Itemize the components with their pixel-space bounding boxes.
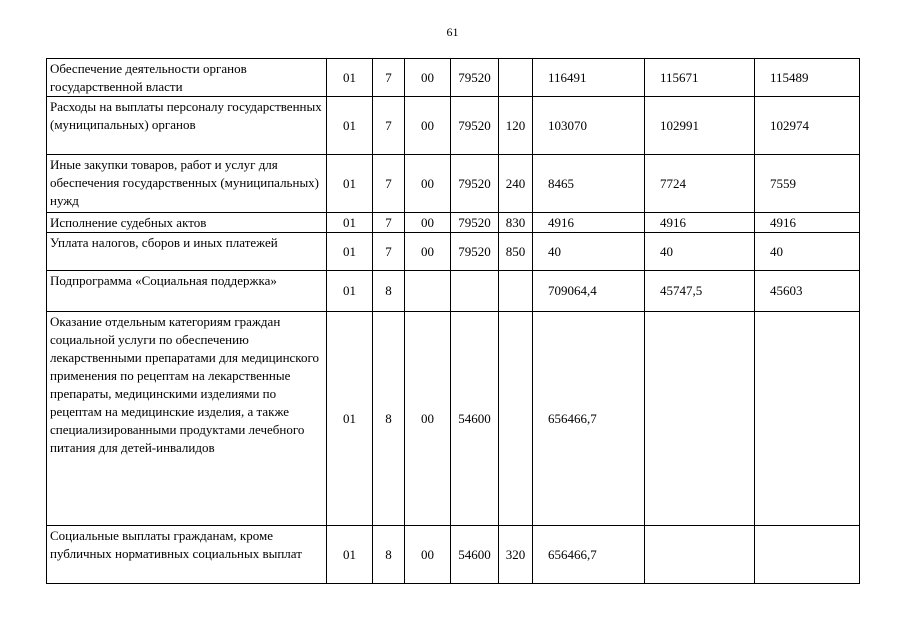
code-4: 79520: [451, 59, 499, 97]
code-3: [405, 271, 451, 312]
code-2: 7: [373, 155, 405, 213]
code-5: [499, 271, 533, 312]
code-1: 01: [327, 59, 373, 97]
row-name: Обеспечение деятельности органов государственной власти: [47, 59, 327, 97]
code-3: 00: [405, 97, 451, 155]
code-3: 00: [405, 213, 451, 233]
value-1: 656466,7: [533, 312, 645, 526]
value-3: 4916: [755, 213, 860, 233]
code-1: 01: [327, 271, 373, 312]
value-3: 102974: [755, 97, 860, 155]
value-1: 116491: [533, 59, 645, 97]
value-2: [645, 526, 755, 584]
code-4: 79520: [451, 213, 499, 233]
value-3: 40: [755, 233, 860, 271]
table-row: [47, 233, 860, 271]
code-5: 240: [499, 155, 533, 213]
code-4: 54600: [451, 526, 499, 584]
value-2: 45747,5: [645, 271, 755, 312]
code-5: 320: [499, 526, 533, 584]
budget-table: [46, 58, 860, 584]
row-name: Социальные выплаты гражданам, кроме публичных нормативных социальных выплат: [47, 526, 327, 584]
value-2: 102991: [645, 97, 755, 155]
value-1: 40: [533, 233, 645, 271]
code-2: 7: [373, 233, 405, 271]
table-row: [47, 97, 860, 155]
code-1: 01: [327, 155, 373, 213]
table-row: [47, 155, 860, 213]
row-name: Оказание отдельным категориям граждан социальной услуги по обеспечению лекарственными препаратами для медицинского применения по рецептам на лекарственные препараты, медицинскими изделиями по рецептам на медицинские изделия, а также специализированными продуктами лечебного питания для детей-инвалидов: [47, 312, 327, 526]
table-row: [47, 213, 860, 233]
value-3: 7559: [755, 155, 860, 213]
value-1: 709064,4: [533, 271, 645, 312]
value-1: 656466,7: [533, 526, 645, 584]
code-2: 8: [373, 312, 405, 526]
row-name: Иные закупки товаров, работ и услуг для обеспечения государственных (муниципальных) нужд: [47, 155, 327, 213]
code-1: 01: [327, 97, 373, 155]
code-3: 00: [405, 155, 451, 213]
code-5: 120: [499, 97, 533, 155]
code-1: 01: [327, 213, 373, 233]
code-4: 79520: [451, 97, 499, 155]
code-5: [499, 59, 533, 97]
code-4: 54600: [451, 312, 499, 526]
code-3: 00: [405, 312, 451, 526]
value-2: 4916: [645, 213, 755, 233]
code-4: [451, 271, 499, 312]
code-4: 79520: [451, 233, 499, 271]
code-1: 01: [327, 233, 373, 271]
value-3: [755, 526, 860, 584]
value-1: 103070: [533, 97, 645, 155]
code-2: 7: [373, 213, 405, 233]
code-2: 7: [373, 59, 405, 97]
code-1: 01: [327, 312, 373, 526]
value-2: 7724: [645, 155, 755, 213]
value-1: 4916: [533, 213, 645, 233]
code-5: [499, 312, 533, 526]
value-3: 115489: [755, 59, 860, 97]
page-number: 61: [446, 25, 459, 39]
code-5: 850: [499, 233, 533, 271]
table-row: [47, 271, 860, 312]
code-1: 01: [327, 526, 373, 584]
code-2: 8: [373, 271, 405, 312]
code-3: 00: [405, 526, 451, 584]
value-2: 40: [645, 233, 755, 271]
value-2: [645, 312, 755, 526]
value-3: 45603: [755, 271, 860, 312]
code-3: 00: [405, 59, 451, 97]
table-row: [47, 526, 860, 584]
row-name: Уплата налогов, сборов и иных платежей: [47, 233, 327, 271]
value-1: 8465: [533, 155, 645, 213]
value-3: [755, 312, 860, 526]
code-5: 830: [499, 213, 533, 233]
table-row: [47, 312, 860, 526]
code-2: 7: [373, 97, 405, 155]
value-2: 115671: [645, 59, 755, 97]
row-name: Расходы на выплаты персоналу государственных (муниципальных) органов: [47, 97, 327, 155]
row-name: Исполнение судебных актов: [47, 213, 327, 233]
table-row: [47, 59, 860, 97]
row-name: Подпрограмма «Социальная поддержка»: [47, 271, 327, 312]
code-3: 00: [405, 233, 451, 271]
code-2: 8: [373, 526, 405, 584]
code-4: 79520: [451, 155, 499, 213]
